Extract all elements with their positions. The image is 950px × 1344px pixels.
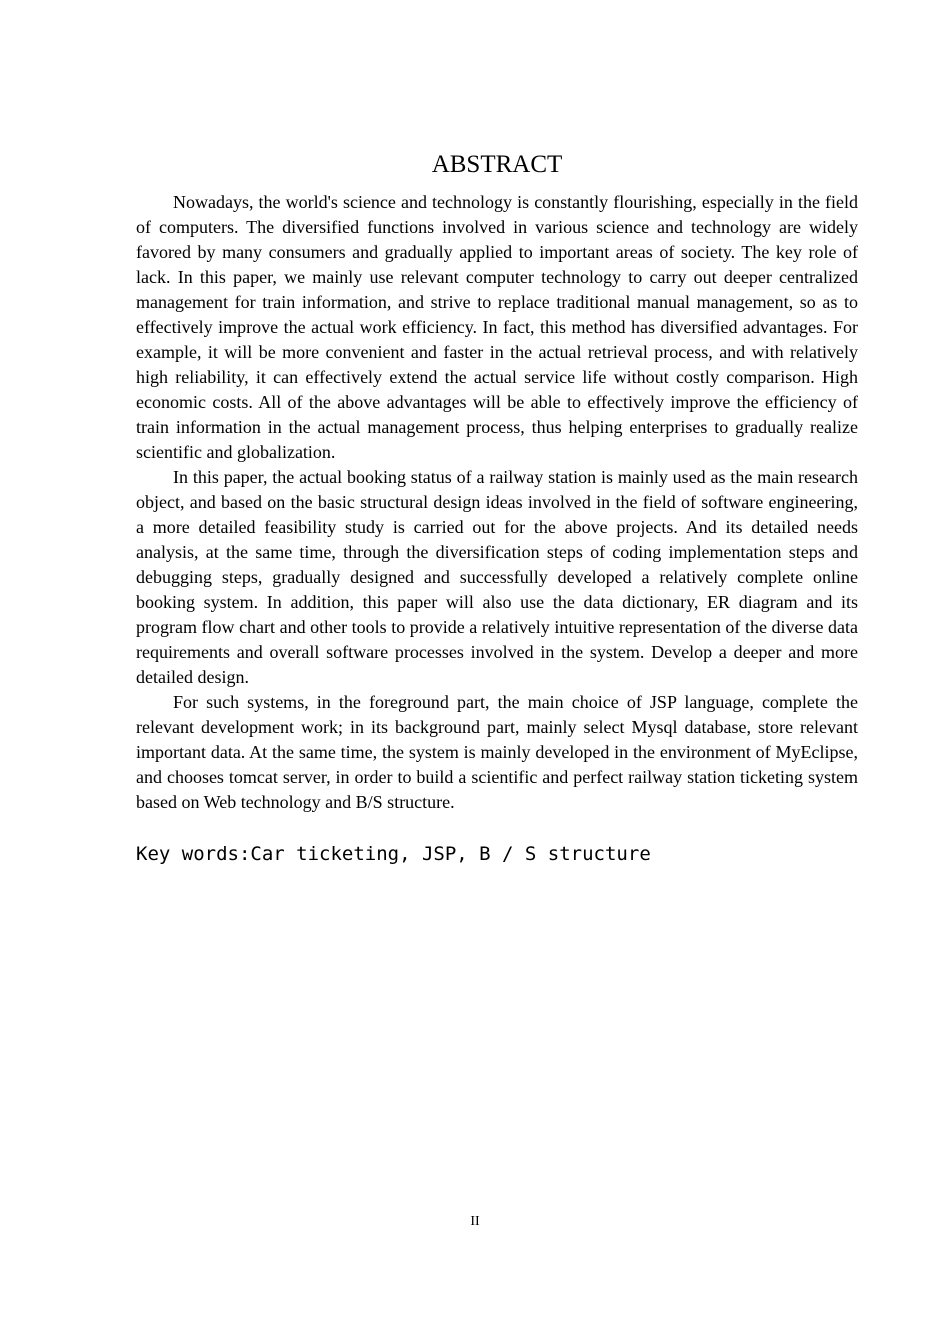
page-number: II <box>470 1214 480 1229</box>
abstract-paragraph-3: For such systems, in the foreground part, the main choice of JSP language, complete the relevant development work; in its background part, mainly select Mysql database, store relevant important data. At the same time, the system is mainly developed in the environment of MyEclipse, and chooses tomcat server, in order to build a scientific and perfect railway station ticketing system based on Web technology and B/S structure. <box>136 692 858 812</box>
abstract-paragraph-2: In this paper, the actual booking status of a railway station is mainly used as the main research object, and based on the basic structural design ideas involved in the field of software engineering, a more detailed feasibility study is carried out for the above projects. And its detailed needs analysis, at the same time, through the diversification steps of coding implementation steps and debugging steps, gradually designed and successfully developed a relatively complete online booking system. In addition, this paper will also use the data dictionary, ER diagram and its program flow chart and other tools to provide a relatively intuitive representation of the diverse data requirements and overall software processes involved in the system. Develop a deeper and more detailed design. <box>136 467 858 687</box>
keywords-line: Key words:Car ticketing, JSP, B / S structure <box>136 843 651 865</box>
abstract-section <box>136 150 858 868</box>
abstract-paragraph-1: Nowadays, the world's science and technology is constantly flourishing, especially in the field of computers. The diversified functions involved in various science and technology are widely favored by many consumers and gradually applied to important areas of society. The key role of lack. In this paper, we mainly use relevant computer technology to carry out deeper centralized management for train information, and strive to replace traditional manual management, so as to effectively improve the actual work efficiency. In fact, this method has diversified advantages. For example, it will be more convenient and faster in the actual retrieval process, and with relatively high reliability, it can effectively extend the actual service life without costly comparison. High economic costs. All of the above advantages will be able to effectively improve the efficiency of train information in the actual management process, thus helping enterprises to gradually realize scientific and globalization. <box>136 192 858 462</box>
abstract-title: ABSTRACT <box>431 151 563 178</box>
